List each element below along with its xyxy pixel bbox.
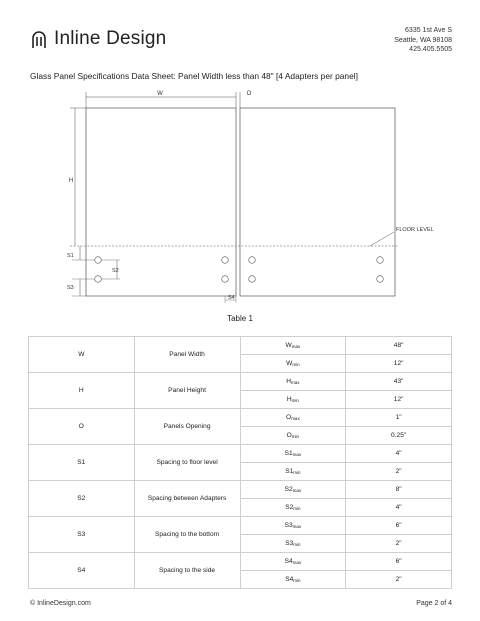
page-number: Page 2 of 4 xyxy=(416,600,452,607)
left-glass-panel xyxy=(86,108,236,296)
max-symbol: S2 xyxy=(284,486,293,493)
spec-min-label xyxy=(240,535,346,553)
spec-description: Panel Height xyxy=(134,373,240,409)
min-symbol: S4 xyxy=(285,576,294,583)
spec-max-label xyxy=(240,553,346,571)
spec-max-label xyxy=(240,373,346,391)
adapter xyxy=(377,276,384,283)
max-symbol: H xyxy=(286,378,291,385)
spec-row xyxy=(29,517,452,535)
height-label: H xyxy=(68,178,74,184)
adapter xyxy=(95,276,102,283)
spec-symbol: W xyxy=(29,337,135,373)
footer-copyright: © InlineDesign.com xyxy=(30,600,91,607)
address-line: Seattle, WA 98108 xyxy=(394,36,452,44)
width-label: W xyxy=(157,91,163,97)
spec-min-label xyxy=(240,391,346,409)
min-subscript: min xyxy=(293,506,301,511)
s3-label: S3 xyxy=(67,285,74,291)
s1-label: S1 xyxy=(67,253,74,259)
spec-max-value: 6" xyxy=(346,553,452,571)
adapter xyxy=(95,257,102,264)
max-symbol: S4 xyxy=(284,558,293,565)
max-subscript: max xyxy=(291,344,301,349)
spec-min-label xyxy=(240,355,346,373)
max-subscript: max xyxy=(292,452,302,457)
spec-row xyxy=(29,481,452,499)
spec-max-value: 43" xyxy=(346,373,452,391)
spec-row xyxy=(29,553,452,571)
min-subscript: min xyxy=(293,542,301,547)
spec-description: Panel Width xyxy=(134,337,240,373)
spec-max-label xyxy=(240,337,346,355)
spec-row xyxy=(29,409,452,427)
adapter xyxy=(377,257,384,264)
address-line: 6335 1st Ave S xyxy=(405,27,452,34)
brand-name: Inline Design xyxy=(54,28,167,49)
max-symbol: S3 xyxy=(284,522,293,529)
min-symbol: H xyxy=(286,396,292,403)
spec-min-value: 12" xyxy=(346,355,452,373)
adapter xyxy=(249,257,256,264)
spec-symbol: S3 xyxy=(29,517,135,553)
min-subscript: min xyxy=(292,362,300,367)
adapter xyxy=(249,276,256,283)
floor-level-label: FLOOR LEVEL xyxy=(396,227,434,233)
spec-min-value: 2" xyxy=(346,571,452,589)
spec-max-value: 4" xyxy=(346,445,452,463)
min-subscript: min xyxy=(293,470,301,475)
spec-max-value: 48" xyxy=(346,337,452,355)
spec-max-label xyxy=(240,481,346,499)
spec-min-label xyxy=(240,571,346,589)
adapter xyxy=(222,257,229,264)
min-subscript: min xyxy=(291,434,300,439)
spec-description: Panels Opening xyxy=(134,409,240,445)
max-subscript: max xyxy=(292,524,302,529)
adapter xyxy=(222,276,229,283)
spec-min-value: 12" xyxy=(346,391,452,409)
s4-label: S4 xyxy=(228,295,235,301)
spec-symbol: H xyxy=(29,373,135,409)
min-symbol: S3 xyxy=(285,540,294,547)
max-subscript: max xyxy=(291,416,300,421)
max-subscript: max xyxy=(292,488,302,493)
spec-row xyxy=(29,373,452,391)
spec-max-value: 8" xyxy=(346,481,452,499)
specifications-table xyxy=(28,336,452,589)
spec-symbol: O xyxy=(29,409,135,445)
spec-min-label xyxy=(240,499,346,517)
min-subscript: min xyxy=(291,398,299,403)
spec-max-value: 1" xyxy=(346,409,452,427)
spec-max-label xyxy=(240,409,346,427)
min-symbol: S2 xyxy=(285,504,294,511)
right-glass-panel xyxy=(240,108,395,296)
min-symbol: O xyxy=(286,432,292,439)
max-symbol: S1 xyxy=(284,450,293,457)
s2-label: S2 xyxy=(112,268,119,274)
spec-min-label xyxy=(240,463,346,481)
spec-min-value: 0.25" xyxy=(346,427,452,445)
max-subscript: max xyxy=(292,560,302,565)
table-caption: Table 1 xyxy=(227,314,253,323)
spec-symbol: S4 xyxy=(29,553,135,589)
spec-row xyxy=(29,337,452,355)
spec-description: Spacing to the side xyxy=(134,553,240,589)
spec-min-value: 4" xyxy=(346,499,452,517)
max-subscript: max xyxy=(291,380,300,385)
spec-symbol: S1 xyxy=(29,445,135,481)
min-symbol: W xyxy=(286,360,293,367)
spec-description: Spacing to floor level xyxy=(134,445,240,481)
spec-description: Spacing to the bottom xyxy=(134,517,240,553)
spec-min-label xyxy=(240,427,346,445)
min-subscript: min xyxy=(293,578,301,583)
phone-number: 425.405.5505 xyxy=(409,46,452,53)
max-symbol: O xyxy=(286,414,292,421)
spec-min-value: 2" xyxy=(346,463,452,481)
spec-min-value: 2" xyxy=(346,535,452,553)
page-title: Glass Panel Specifications Data Sheet: Panel Width less than 48" [4 Adapters per panel] xyxy=(30,71,358,81)
spec-max-value: 6" xyxy=(346,517,452,535)
opening-label: O xyxy=(246,91,252,97)
spec-symbol: S2 xyxy=(29,481,135,517)
spec-description: Spacing between Adapters xyxy=(134,481,240,517)
spec-row xyxy=(29,445,452,463)
max-symbol: W xyxy=(285,342,292,349)
min-symbol: S1 xyxy=(285,468,294,475)
spec-max-label xyxy=(240,517,346,535)
spec-max-label xyxy=(240,445,346,463)
